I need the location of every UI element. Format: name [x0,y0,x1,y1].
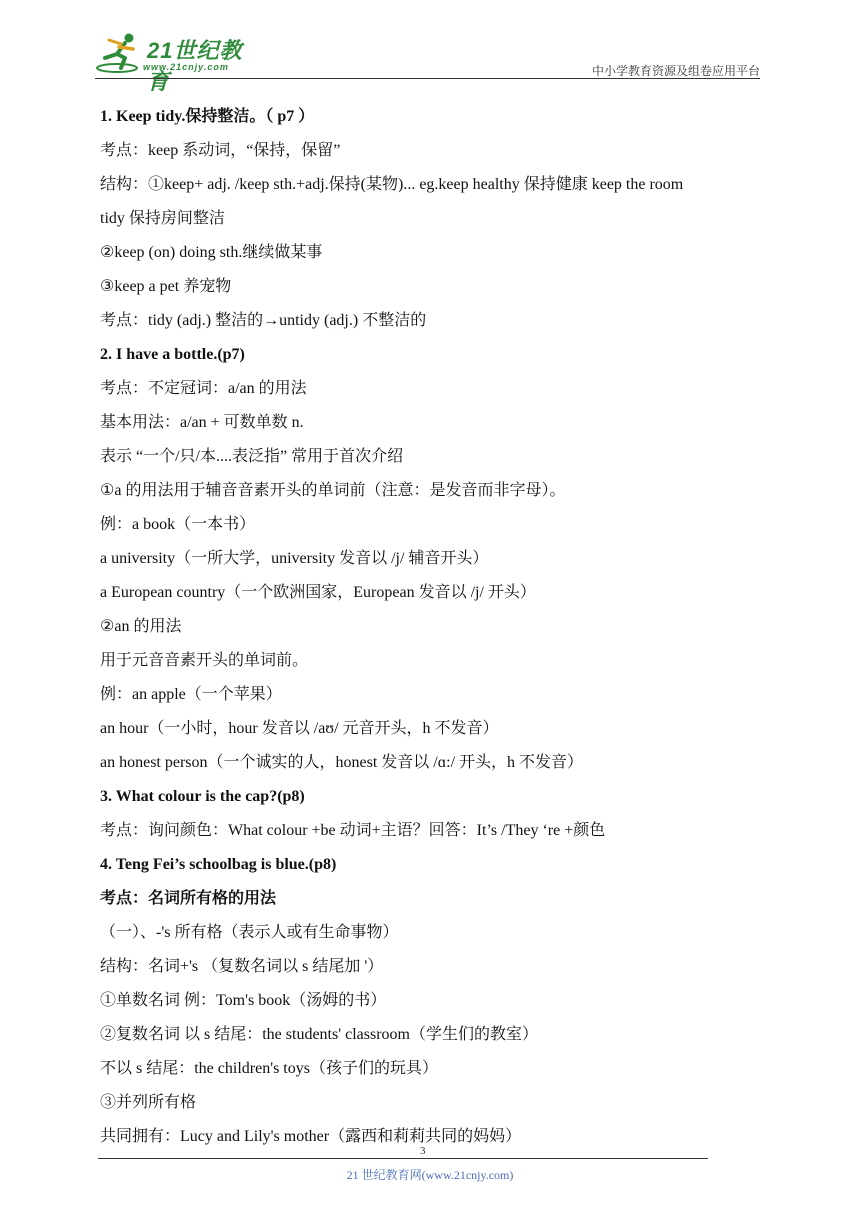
text-line: 不以 s 结尾：the children's toys（孩子们的玩具） [100,1060,438,1077]
text-line: 基本用法：a/an + 可数单数 n. [100,414,304,431]
section-heading: 2. I have a bottle.(p7) [100,346,245,363]
runner-logo-icon [95,30,147,76]
page-number: 3 [420,1145,426,1157]
section-heading: 考点：名词所有格的用法 [100,890,277,907]
text-line: 例：a book（一本书） [100,516,256,533]
text-line: ①单数名词 例：Tom's book（汤姆的书） [100,992,387,1009]
site-logo[interactable] [95,30,265,94]
section-heading: 4. Teng Fei’s schoolbag is blue.(p8) [100,856,337,873]
logo-brand-text: 21世纪教育 [147,38,243,94]
text-line: 结构：①keep+ adj. /keep sth.+adj.保持(某物)... eg.keep healthy 保持健康 keep the room [100,176,684,193]
footer-link[interactable]: 21 世纪教育网(www.21cnjy.com) [346,1168,514,1182]
logo-url-text: www.21cnjy.com [143,62,229,72]
text-line: ③并列所有格 [100,1094,197,1111]
text-line: 结构：名词+'s （复数名词以 s 结尾加 '） [100,958,384,975]
document-body [100,100,770,1154]
footer-divider [98,1158,708,1159]
text-line: 考点：tidy (adj.) 整洁的→untidy (adj.) 不整洁的 [100,312,427,329]
text-line: ②复数名词 以 s 结尾：the students' classroom（学生们的教室） [100,1026,538,1043]
section-heading: 1. Keep tidy.保持整洁。（ p7 ） [100,108,315,125]
text-line: 用于元音音素开头的单词前。 [100,652,309,669]
text-line: a university（一所大学，university 发音以 /j/ 辅音开头） [100,550,489,567]
text-line: 表示 “一个/只/本....表泛指” 常用于首次介绍 [100,448,404,465]
text-line: an honest person（一个诚实的人，honest 发音以 /ɑ:/ 开头，h 不发音） [100,754,584,771]
text-line: ③keep a pet 养宠物 [100,278,232,295]
text-line: ②keep (on) doing sth.继续做某事 [100,244,323,261]
text-line: 考点：keep 系动词，“保持，保留” [100,142,341,159]
text-line: 共同拥有：Lucy and Lily's mother（露西和莉莉共同的妈妈） [100,1128,522,1145]
text-line: 例：an apple（一个苹果） [100,686,282,703]
text-line: a European country（一个欧洲国家，European 发音以 /j/ 开头） [100,584,536,601]
header-tagline: 中小学教育资源及组卷应用平台 [591,64,760,78]
header-divider [95,78,760,79]
page-header [95,30,760,94]
text-line: tidy 保持房间整洁 [100,210,225,227]
text-line: 考点：询问颜色：What colour +be 动词+主语？回答：It’s /They ‘re +颜色 [100,822,606,839]
text-line: 考点：不定冠词：a/an 的用法 [100,380,307,397]
text-line: ②an 的用法 [100,618,182,635]
text-line: an hour（一小时，hour 发音以 /aʊ/ 元音开头，h 不发音） [100,720,499,737]
section-heading: 3. What colour is the cap?(p8) [100,788,305,805]
text-line: （一）、-'s 所有格（表示人或有生命事物） [100,924,399,941]
text-line: ①a 的用法用于辅音音素开头的单词前（注意：是发音而非字母）。 [100,482,566,499]
